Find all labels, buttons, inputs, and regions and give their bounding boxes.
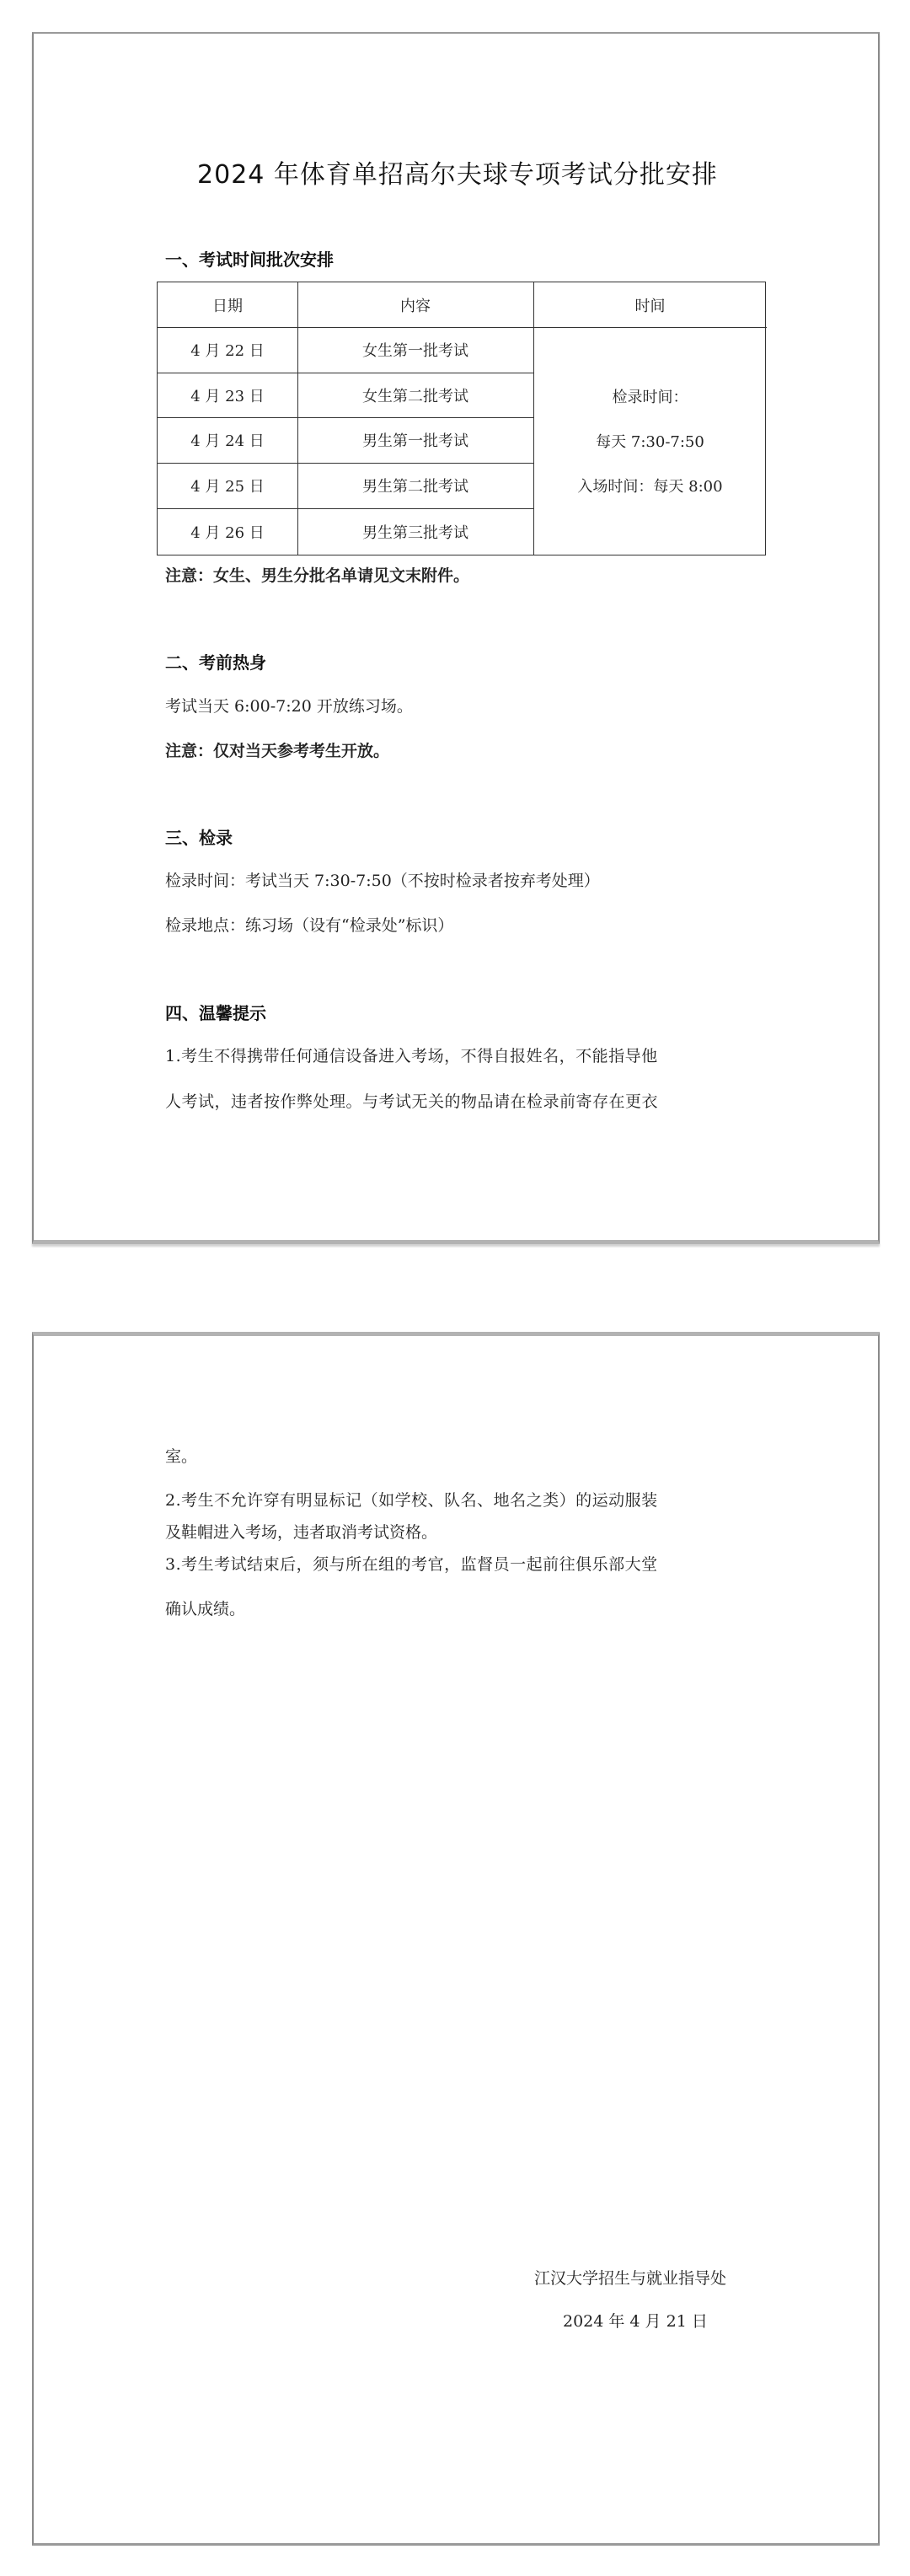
checkin-time-label: 检录时间： — [612, 389, 688, 406]
table-header-content: 内容 — [400, 297, 431, 315]
table-row-content: 女生第一批考试 — [362, 342, 468, 360]
document-page-2 — [32, 1332, 880, 2546]
tip-1-line-2: 人考试，违者按作弊处理。与考试无关的物品请在检录前寄存在更衣 — [165, 1092, 659, 1111]
tip-3-line-1: 3.考生考试结束后，须与所在组的考官，监督员一起前往俱乐部大堂 — [165, 1555, 658, 1574]
warmup-time-text: 考试当天 6:00-7:20 开放练习场。 — [165, 697, 413, 716]
section-3-heading: 三、检录 — [165, 828, 233, 848]
document-page-1 — [32, 32, 880, 1244]
table-header-time: 时间 — [634, 297, 666, 315]
section-1-note: 注意：女生、男生分批名单请见文末附件。 — [165, 566, 470, 585]
document-title: 2024 年体育单招高尔夫球专项考试分批安排 — [197, 160, 718, 190]
table-row-content: 女生第二批考试 — [362, 387, 468, 405]
table-row-date: 4 月 26 日 — [190, 523, 265, 542]
tip-3-line-2: 确认成绩。 — [165, 1600, 246, 1618]
table-row-date: 4 月 22 日 — [190, 342, 265, 360]
tip-1-line-3: 室。 — [165, 1447, 198, 1466]
checkin-time-value: 每天 7:30-7:50 — [596, 433, 704, 451]
section-2-note: 注意：仅对当天参考考生开放。 — [165, 742, 390, 760]
schedule-table — [157, 282, 766, 555]
signature-organization: 江汉大学招生与就业指导处 — [534, 2269, 727, 2288]
entry-time: 入场时间：每天 8:00 — [577, 478, 723, 496]
table-row-content: 男生第三批考试 — [362, 523, 468, 542]
table-row-content: 男生第二批考试 — [362, 478, 468, 496]
checkin-time-text: 检录时间：考试当天 7:30-7:50（不按时检录者按弃考处理） — [165, 872, 600, 890]
signature-date: 2024 年 4 月 21 日 — [563, 2312, 708, 2331]
tip-2-line-1: 2.考生不允许穿有明显标记（如学校、队名、地名之类）的运动服装 — [165, 1491, 658, 1510]
section-4-heading: 四、温馨提示 — [165, 1003, 266, 1023]
tip-2-line-2: 及鞋帽进入考场，违者取消考试资格。 — [165, 1523, 438, 1542]
section-1-heading: 一、考试时间批次安排 — [165, 250, 334, 270]
tip-1-line-1: 1.考生不得携带任何通信设备进入考场，不得自报姓名，不能指导他 — [165, 1047, 658, 1065]
table-row-date: 4 月 25 日 — [190, 478, 265, 496]
checkin-place-text: 检录地点：练习场（设有“检录处”标识） — [165, 916, 454, 935]
table-row-date: 4 月 23 日 — [190, 387, 265, 405]
table-row-date: 4 月 24 日 — [190, 432, 265, 450]
section-2-heading: 二、考前热身 — [165, 652, 266, 673]
table-row-content: 男生第一批考试 — [362, 432, 468, 450]
table-header-date: 日期 — [212, 297, 243, 315]
